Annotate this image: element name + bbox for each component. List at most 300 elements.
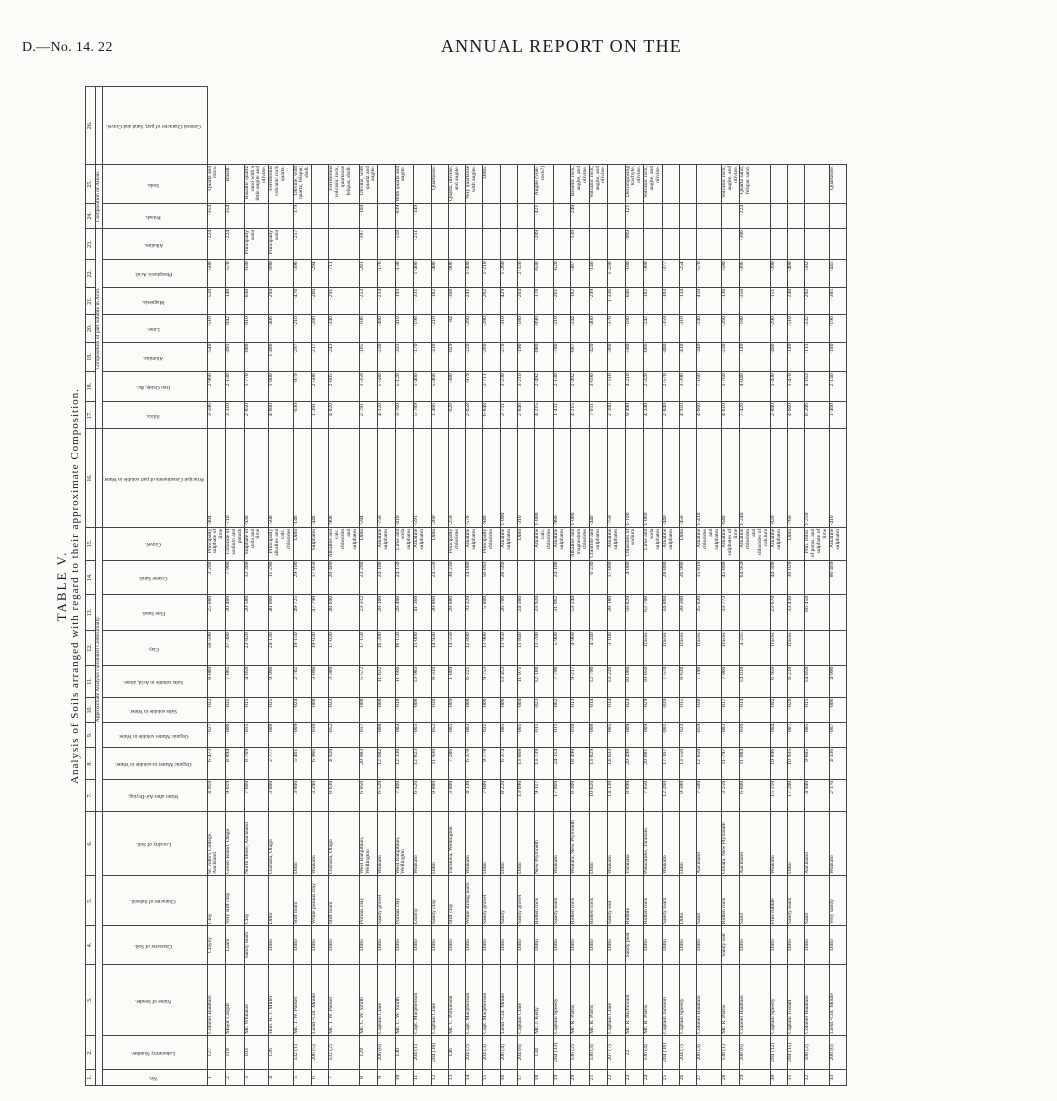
table-cell: ·009 [625, 722, 644, 747]
table-cell: 103 [244, 1035, 268, 1069]
table-cell: 19 [553, 1070, 570, 1086]
table-cell: ·042 [226, 315, 245, 342]
column-number: 16. [86, 429, 96, 527]
table-cell [787, 164, 804, 203]
table-cell: 4·660 [697, 402, 721, 429]
table-cell: 30·860 [431, 594, 448, 631]
column-header [102, 402, 207, 429]
table-cell: Loamy [414, 875, 431, 925]
table-cell: 12·100 [535, 665, 554, 697]
table-cell: 206 (6) [378, 1035, 395, 1069]
table-cell: Ditto [312, 926, 329, 965]
table-cell: 7·790 [553, 665, 570, 697]
table-cell: 204 (3) [483, 1035, 500, 1069]
table-cell: 3·200 [207, 560, 226, 594]
table-cell: ·400 [589, 315, 608, 342]
table-cell: 2·320 [644, 372, 663, 402]
table-cell: ·251 [414, 228, 431, 259]
table-cell: 28·800 [662, 560, 679, 594]
table-cell: 14·930 [431, 631, 448, 665]
column-header-label: Principal Constituents of part soluble in Water. [102, 475, 204, 482]
table-cell [500, 203, 517, 228]
table-cell: ·260 [483, 342, 500, 372]
table-cell: 17·860 [553, 779, 570, 811]
table-cell: 7·420 [740, 402, 770, 429]
table-cell: ·400 [662, 342, 679, 372]
table-cell: Alkaline chlorides and sulphates [697, 527, 721, 560]
table-cell: ·104 [359, 203, 378, 228]
rotated-table-region [54, 86, 1057, 1082]
table-cell: 20·580 [244, 594, 268, 631]
table-cell: ·421 [535, 203, 554, 228]
table-cell: ·340 [697, 342, 721, 372]
table-cell: 6·050 [359, 779, 378, 811]
table-cell: 4·918 [207, 779, 226, 811]
table-cell: 48·690 [329, 594, 359, 631]
column-header-label: Iron Oxide, &c. [136, 384, 171, 391]
table-cell: Ditto [269, 875, 293, 925]
table-cell: Traces [697, 631, 721, 665]
table-cell: ·354 [207, 203, 226, 228]
table-cell: 41·360 [414, 594, 431, 631]
table-cell: 9·880 [431, 779, 448, 811]
table-cell: ·291 [329, 287, 359, 314]
table-cell: 1 [207, 1070, 226, 1086]
table-row [589, 87, 608, 1086]
table-cell: 4·960 [571, 631, 590, 665]
table-row [244, 87, 268, 1086]
table-cell: 26 [680, 1070, 697, 1086]
table-cell: Quartzose. [431, 164, 448, 203]
table-cell: ·013 [571, 697, 590, 722]
column-header [102, 372, 207, 402]
table-cell: 208 (6) [740, 1035, 770, 1069]
table-cell: Colonel Haultain [740, 964, 770, 1035]
table-cell: 208 (3) [697, 1035, 721, 1069]
table-cell: 14·850 [805, 665, 829, 697]
table-cell: ·214 [378, 287, 395, 314]
table-cell: 3·690 [589, 372, 608, 402]
table-cell: 17·000 [608, 560, 625, 594]
table-cell: 24·380 [517, 594, 534, 631]
table-cell: Very stiff clay [226, 875, 245, 925]
table-cell: 8·206 [805, 402, 829, 429]
table-cell: 2·130 [553, 372, 570, 402]
column-header-label: Character of Soil. [134, 942, 173, 949]
column-header-label: Fine Sand. [141, 610, 165, 617]
table-cell [805, 164, 829, 203]
table-cell: ·062 [553, 697, 570, 722]
table-cell: Traces [644, 631, 663, 665]
table-cell: 10·935 [787, 747, 804, 779]
table-cell: ·759 [608, 429, 625, 527]
table-cell: ·182 [571, 287, 590, 314]
table-cell: ·176 [378, 260, 395, 287]
table-cell: Ditto [293, 811, 312, 875]
table-cell: Ditto [553, 926, 570, 965]
table-cell: ·570 [466, 429, 483, 527]
table-cell: ·686 [644, 342, 663, 372]
table-cell: ·004 [517, 697, 534, 722]
table-cell: 12·823 [414, 747, 431, 779]
table-cell: ·008 [312, 697, 329, 722]
table-cell: 1·800 [269, 372, 293, 402]
table-row [721, 87, 740, 1086]
table-cell: ·092 [770, 697, 787, 722]
table-cell: ·979 [466, 372, 483, 402]
table-cell: 9·380 [680, 779, 697, 811]
table-cell: 1·869 [448, 665, 465, 697]
table-cell: 7·600 [483, 779, 500, 811]
table-cell: ·001 [662, 722, 679, 747]
table-cell [517, 164, 534, 203]
table-cell: 28·560 [500, 560, 517, 594]
table-cell: ·130 [721, 287, 740, 314]
table-cell: ·520 [207, 287, 226, 314]
column-number: 22. [86, 260, 96, 287]
table-cell [608, 228, 625, 259]
table-cell: ·009 [644, 722, 663, 747]
table-cell: Ditto [395, 926, 414, 965]
table-cell: ·620 [553, 260, 570, 287]
table-cell: 30 [770, 1070, 787, 1086]
table-cell: ·035 [226, 697, 245, 722]
table-cell: ·230 [378, 342, 395, 372]
column-group-empty [96, 429, 103, 527]
table-cell: Ditto [293, 926, 312, 965]
table-cell [269, 203, 293, 228]
table-cell: ·232 [805, 315, 829, 342]
table-row [805, 87, 829, 1086]
table-cell: ·224 [226, 228, 245, 259]
column-number: 8. [86, 747, 96, 779]
column-number: 20. [86, 315, 96, 342]
table-cell: Alkaline sulphates [662, 527, 679, 560]
table-cell: ·008 [378, 722, 395, 747]
table-cell: Waikato [608, 811, 625, 875]
table-cell: 11·797 [721, 747, 740, 779]
table-cell: 11·660 [395, 665, 414, 697]
table-cell: Ditto [517, 811, 534, 875]
column-number: 5. [86, 875, 96, 925]
table-cell: Sandy [500, 875, 517, 925]
column-header-label: No. [149, 1075, 158, 1082]
table-cell: ·640 [721, 429, 740, 527]
table-cell: New Plymouth [535, 811, 554, 875]
table-cell: Mr. R. Parris [644, 964, 663, 1035]
table-cell: 6·600 [740, 779, 770, 811]
table-row [466, 87, 483, 1086]
table-cell: 12·330 [395, 747, 414, 779]
column-number: 2. [86, 1035, 96, 1069]
table-cell: 17·030 [329, 631, 359, 665]
table-cell: ·220 [466, 342, 483, 372]
table-cell: 4·920 [329, 747, 359, 779]
table-cell: 1·090 [500, 429, 517, 527]
table-cell: 204 (8) [517, 1035, 534, 1069]
table-cell: Alkaline sulphates [553, 527, 570, 560]
column-number: 24. [86, 203, 96, 228]
table-row [680, 87, 697, 1086]
table-cell [431, 228, 448, 259]
table-cell: 29·100 [293, 560, 312, 594]
table-cell: Captain Speedy [680, 964, 697, 1035]
table-cell [244, 203, 268, 228]
table-cell: 10·896 [770, 747, 787, 779]
table-cell: 6·520 [414, 779, 431, 811]
soil-analysis-table [85, 86, 847, 1086]
table-cell: Capt. Macpherson [483, 964, 500, 1035]
table-cell: 5·400 [414, 372, 431, 402]
table-cell: ·138 [571, 228, 590, 259]
table-cell [805, 560, 829, 594]
table-cell: 30·400 [226, 594, 245, 631]
table-cell: Ditto [589, 811, 608, 875]
table-cell: 2·850 [244, 402, 268, 429]
table-cell: ·387 [571, 260, 590, 287]
table-cell: 3·800 [269, 779, 293, 811]
table-cell: Loam [226, 926, 245, 965]
table-row [535, 87, 554, 1086]
table-cell [466, 228, 483, 259]
table-cell: ·030 [431, 697, 448, 722]
table-cell: White strong loam [466, 875, 483, 925]
table-cell: ·230 [721, 342, 740, 372]
table-cell: ·003 [395, 722, 414, 747]
table-cell: ·100 [625, 260, 644, 287]
table-row [378, 87, 395, 1086]
table-cell: 24·130 [269, 631, 293, 665]
table-cell [553, 203, 570, 228]
table-cell: ·011 [535, 722, 554, 747]
table-cell [483, 228, 500, 259]
table-cell: ·294 [312, 260, 329, 287]
table-cell: 8·300 [571, 779, 590, 811]
table-cell: ·006 [226, 722, 245, 747]
table-cell: Traces [787, 631, 804, 665]
column-header [102, 811, 207, 875]
table-cell: Principally chlorides [483, 527, 500, 560]
table-cell: ·241 [466, 287, 483, 314]
table-cell: 1·411 [553, 402, 570, 429]
table-cell: ·008 [466, 697, 483, 722]
table-cell: ·700 [553, 342, 570, 372]
table-cell: Rotten rock [571, 875, 590, 925]
table-cell: 20·081 [644, 747, 663, 779]
table-cell: 1·260 [500, 260, 517, 287]
column-number: 21. [86, 287, 96, 314]
table-cell: ·360 [608, 342, 625, 372]
table-cell: 62·700 [644, 594, 663, 631]
table-cell: ·036 [697, 697, 721, 722]
table-cell: 9·605 [805, 747, 829, 779]
table-cell: 2·570 [662, 372, 679, 402]
table-cell: ·140 [740, 342, 770, 372]
table-cell: 12·300 [244, 560, 268, 594]
page-header [14, 36, 686, 60]
table-cell: ·014 [740, 697, 770, 722]
table-cell: ·979 [293, 372, 312, 402]
table-cell: ·003 [466, 722, 483, 747]
table-cell: 204 (12) [770, 1035, 787, 1069]
table-cell: ·590 [721, 260, 740, 287]
table-cell: ·331 [395, 342, 414, 372]
table-cell: 130 [395, 1035, 414, 1069]
table-cell: Auckland [805, 811, 829, 875]
table-cell [680, 203, 697, 228]
table-cell: 1·430 [770, 372, 787, 402]
table-cell: ·006 [483, 697, 500, 722]
table-cell: Lieut.-Col. Moule [829, 964, 846, 1035]
table-cell: Basaltic rock, augite, and olivine. [571, 164, 590, 203]
table-cell: 33 [829, 1070, 846, 1086]
table-cell: ·354 [226, 203, 245, 228]
table-cell: ·003 [414, 722, 431, 747]
table-cell: 38·180 [608, 594, 625, 631]
table-cell: Stiff loam [293, 875, 312, 925]
table-cell: 4·336 [829, 747, 846, 779]
table-cell: 15·810 [697, 560, 721, 594]
table-cell [829, 631, 846, 665]
column-header-label: Gravel. [145, 541, 162, 548]
table-cell: ·420 [589, 342, 608, 372]
column-number: 14. [86, 560, 96, 594]
table-cell: Ditto [431, 926, 448, 965]
table-cell: 11·840 [517, 631, 534, 665]
table-cell: 2 [226, 1070, 245, 1086]
table-cell: ·446 [312, 429, 329, 527]
table-cell [770, 228, 787, 259]
table-cell: 5·900 [553, 631, 570, 665]
table-cell: ·015 [680, 697, 697, 722]
table-cell: 1·760 [721, 372, 740, 402]
table-cell: ·179 [293, 203, 312, 228]
table-cell [483, 203, 500, 228]
table-cell: Mr. R. Parris [571, 964, 590, 1035]
table-cell: 50·590 [207, 631, 226, 665]
table-cell: ·450 [680, 429, 697, 527]
table-cell: Alkaline calc. chlorides [535, 527, 554, 560]
table-cell: Principally sulphate of lime [207, 527, 226, 560]
table-cell: ·400 [431, 260, 448, 287]
table-cell: Very sandy [829, 875, 846, 925]
column-header-label: Clay. [147, 645, 159, 652]
table-cell: Capt. Macpherson [414, 964, 431, 1035]
table-cell [312, 228, 329, 259]
table-cell: ·260 [721, 315, 740, 342]
table-cell: Ditto [680, 811, 697, 875]
table-cell: 4·000 [625, 560, 644, 594]
table-cell: ·023 [680, 722, 697, 747]
column-header [102, 342, 207, 372]
table-cell: ·182 [644, 287, 663, 314]
table-cell [517, 560, 534, 594]
table-cell: ·138 [395, 260, 414, 287]
table-cell: 2·840 [662, 402, 679, 429]
table-row [500, 87, 517, 1086]
table-cell: 4·910 [680, 402, 697, 429]
table-cell: ·039 [662, 697, 679, 722]
table-cell: ·017 [359, 722, 378, 747]
table-cell [680, 228, 697, 259]
table-cell: Ditto [500, 811, 517, 875]
table-cell: ·280 [312, 315, 329, 342]
table-cell: ·030 [244, 260, 268, 287]
table-cell: 5·789 [414, 402, 431, 429]
table-cell: 64·959 [740, 560, 770, 594]
table-cell: ·253 [359, 287, 378, 314]
table-cell: 4·163 [805, 372, 829, 402]
table-cell: Omata, New Plymouth [721, 811, 740, 875]
table-cell: ·008 [589, 722, 608, 747]
table-cell: Sand [805, 875, 829, 925]
table-cell: ·008 [269, 722, 293, 747]
table-cell: 8·310 [431, 665, 448, 697]
table-cell: Traces [662, 631, 679, 665]
table-cell [571, 560, 590, 594]
table-cell: Clay [207, 875, 226, 925]
table-cell: ·052 [329, 722, 359, 747]
table-cell: ·010 [244, 315, 268, 342]
table-cell: ·591 [414, 429, 431, 527]
table-cell: ·259 [448, 429, 465, 527]
table-cell [589, 228, 608, 259]
table-cell: 119 [226, 1035, 245, 1069]
table-cell: 20·983 [359, 747, 378, 779]
table-cell: 1·060 [644, 429, 663, 527]
table-cell: ·500 [207, 260, 226, 287]
table-cell: 207 (7) [608, 1035, 625, 1069]
table-row [207, 87, 226, 1086]
table-cell: 12·890 [466, 631, 483, 665]
table-cell: 13·868 [517, 747, 534, 779]
table-cell: ·380 [644, 260, 663, 287]
table-cell: Ditto [378, 926, 395, 965]
table-cell: ·001 [517, 722, 534, 747]
table-cell: 3·310 [226, 402, 245, 429]
table-cell: ·149 [414, 203, 431, 228]
table-row [740, 87, 770, 1086]
table-cell: Rubble [625, 875, 644, 925]
table-cell: ·385 [829, 287, 846, 314]
column-header-label: Magnesia. [142, 298, 165, 305]
table-cell: Ditto [483, 811, 500, 875]
table-cell: Ditto [517, 926, 534, 965]
table-cell: 5·120 [395, 372, 414, 402]
table-cell: 11·290 [269, 560, 293, 594]
table-cell: ·240 [571, 203, 590, 228]
table-cell: 3·596 [207, 402, 226, 429]
table-cell: 3·800 [293, 779, 312, 811]
table-cell: ·359 [662, 315, 679, 342]
table-cell: 108 (2) [805, 1035, 829, 1069]
table-cell: 2·100 [608, 402, 625, 429]
table-cell: 47·790 [312, 594, 329, 631]
table-cell: 24·114 [553, 747, 570, 779]
table-cell: Waikato [466, 811, 483, 875]
table-cell: Volcanic rock, augite, and olivine. [644, 164, 663, 203]
table-cell: ·510 [787, 315, 804, 342]
table-cell: 132 (1) [293, 1035, 312, 1069]
table-cell: ·440 [589, 429, 608, 527]
column-number: 6. [86, 811, 96, 875]
table-cell: Sandy loam [787, 875, 804, 925]
table-cell: ·113 [805, 342, 829, 372]
table-cell: 2·711 [500, 402, 517, 429]
table-cell: ·024 [625, 697, 644, 722]
table-cell: 13·550 [680, 747, 697, 779]
table-cell: ·016 [740, 722, 770, 747]
